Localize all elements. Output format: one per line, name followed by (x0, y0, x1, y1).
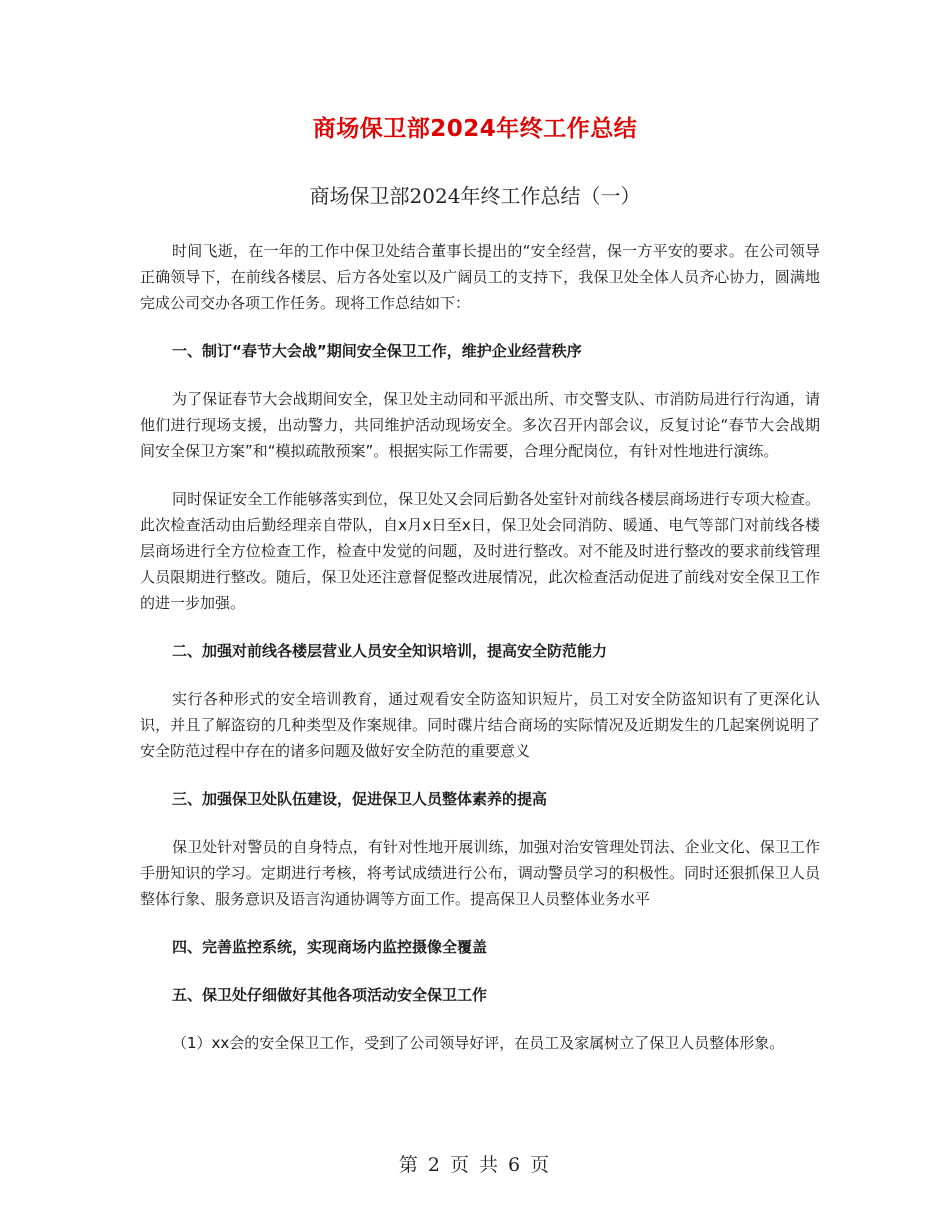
section-heading-2: 二、加强对前线各楼层营业人员安全知识培训，提高安全防范能力 (172, 642, 608, 660)
document-title: 商场保卫部2024年终工作总结 (312, 116, 638, 142)
section-heading-3: 三、加强保卫处队伍建设，促进保卫人员整体素养的提高 (172, 790, 548, 808)
section-heading-5: 五、保卫处仔细做好其他各项活动安全保卫工作 (172, 986, 488, 1004)
section-1-paragraph-1: 为了保证春节大会战期间安全，保卫处主动同和平派出所、市交警支队、市消防局进行行沟通，请他们进行现场支援，出动警力，共同维护活动现场安全。多次召开内部会议，反复讨论“春节大会战期间安全保卫方案”和“模拟疏散预案”。根据实际工作需要，合理分配岗位，有针对性地进行演练。 (140, 390, 820, 460)
page-number-footer: 第 2 页 共 6 页 (398, 1154, 552, 1176)
document-body (140, 238, 820, 1056)
section-3-paragraph-1: 保卫处针对警员的自身特点，有针对性地开展训练，加强对治安管理处罚法、企业文化、保卫工作手册知识的学习。定期进行考核，将考试成绩进行公布，调动警员学习的积极性。同时还狠抓保卫人员整体行象、服务意识及语言沟通协调等方面工作。提高保卫人员整体业务水平 (140, 838, 820, 908)
intro-paragraph: 时间飞逝，在一年的工作中保卫处结合董事长提出的“安全经营，保一方平安的要求。在公司领导正确领导下，在前线各楼层、后方各处室以及广阔员工的支持下，我保卫处全体人员齐心协力，圆满地完成公司交办各项工作任务。现将工作总结如下： (140, 242, 820, 312)
section-5-paragraph-1: （1）xx会的安全保卫工作，受到了公司领导好评，在员工及家属树立了保卫人员整体形象。 (172, 1034, 785, 1052)
document-subtitle: 商场保卫部2024年终工作总结（一） (309, 184, 641, 208)
section-1-paragraph-2: 同时保证安全工作能够落实到位，保卫处又会同后勤各处室针对前线各楼层商场进行专项大检查。此次检查活动由后勤经理亲自带队，自x月x日至x日，保卫处会同消防、暖通、电气等部门对前线各楼层商场进行全方位检查工作，检查中发觉的问题，及时进行整改。对不能及时进行整改的要求前线管理人员限期进行整改。随后，保卫处还注意督促整改进展情况，此次检查活动促进了前线对安全保卫工作的进一步加强。 (140, 490, 820, 612)
section-heading-1: 一、制订“春节大会战”期间安全保卫工作，维护企业经营秩序 (172, 342, 582, 360)
section-2-paragraph-1: 实行各种形式的安全培训教育，通过观看安全防盗知识短片，员工对安全防盗知识有了更深化认识，并且了解盗窃的几种类型及作案规律。同时碟片结合商场的实际情况及近期发生的几起案例说明了安全防范过程中存在的诸多问题及做好安全防范的重要意义 (140, 690, 820, 760)
section-heading-4: 四、完善监控系统，实现商场内监控摄像全覆盖 (172, 938, 488, 956)
